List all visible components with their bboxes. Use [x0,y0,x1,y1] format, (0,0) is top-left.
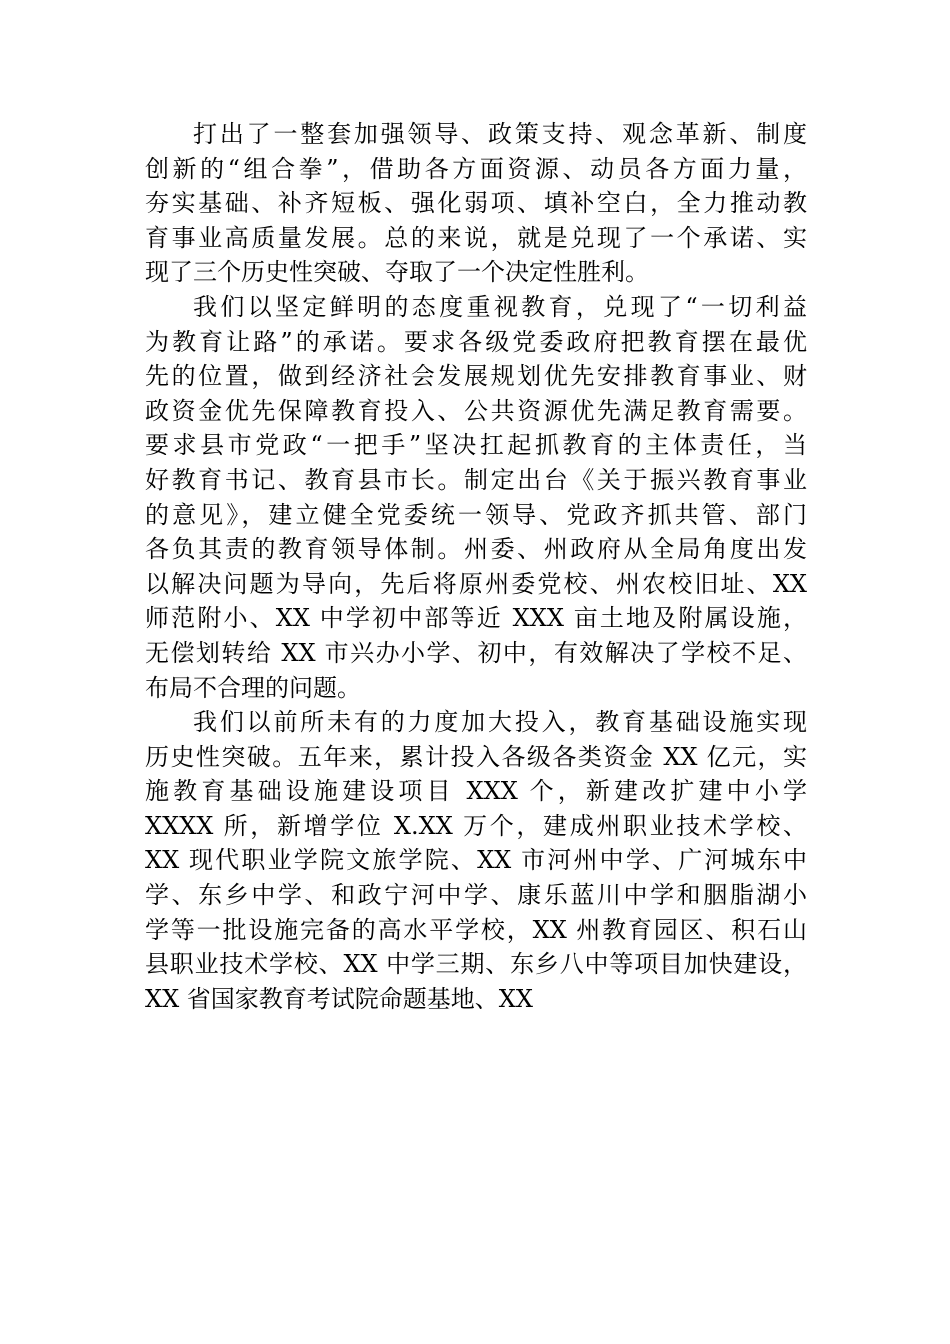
paragraph-line: 学、东乡中学、和政宁河中学、康乐蓝川中学和胭脂湖小 [145,881,807,910]
paragraph-line: 打出了一整套加强领导、政策支持、观念革新、制度 [193,120,807,148]
paragraph-3 [145,705,807,1016]
paragraph-line: 政资金优先保障教育投入、公共资源优先满足教育需要。 [145,396,807,425]
paragraph-line: 夯实基础、补齐短板、强化弱项、填补空白，全力推动教 [145,189,807,218]
paragraph-line: 历史性突破。五年来，累计投入各级各类资金 XX 亿元，实 [145,742,807,771]
paragraph-line: 的意见》，建立健全党委统一领导、党政齐抓共管、部门 [145,500,807,529]
paragraph-line: 师范附小、XX 中学初中部等近 XXX 亩土地及附属设施， [145,604,807,633]
paragraph-line: 无偿划转给 XX 市兴办小学、初中，有效解决了学校不足、 [145,638,807,667]
paragraph-line: 为教育让路”的承诺。要求各级党委政府把教育摆在最优 [145,327,807,356]
paragraph-line: 县职业技术学校、XX 中学三期、东乡八中等项目加快建设， [145,950,807,979]
paragraph-line: 育事业高质量发展。总的来说，就是兑现了一个承诺、实 [145,223,807,252]
paragraph-line: 要求县市党政“一把手”坚决扛起抓教育的主体责任，当 [145,431,807,460]
paragraph-line: 现了三个历史性突破、夺取了一个决定性胜利。 [145,258,649,287]
paragraph-1 [145,117,807,290]
paragraph-line: XX 现代职业学院文旅学院、XX 市河州中学、广河城东中 [145,846,807,875]
body-text [145,117,807,1016]
paragraph-line: 以解决问题为导向，先后将原州委党校、州农校旧址、XX [145,569,807,598]
paragraph-line: XX 省国家教育考试院命题基地、XX [145,984,533,1013]
paragraph-2 [145,290,807,705]
paragraph-line: 各负其责的教育领导体制。州委、州政府从全局角度出发 [145,535,807,564]
paragraph-line: 先的位置，做到经济社会发展规划优先安排教育事业、财 [145,362,807,391]
paragraph-line: 学等一批设施完备的高水平学校，XX 州教育园区、积石山 [145,915,807,944]
paragraph-line: XXXX 所，新增学位 X.XX 万个，建成州职业技术学校、 [145,811,807,840]
paragraph-line: 布局不合理的问题。 [145,673,361,702]
paragraph-line: 我们以坚定鲜明的态度重视教育，兑现了“一切利益 [193,292,807,321]
paragraph-line: 创新的“组合拳”，借助各方面资源、动员各方面力量， [145,154,807,183]
paragraph-line: 好教育书记、教育县市长。制定出台《关于振兴教育事业 [145,465,807,494]
paragraph-line: 我们以前所未有的力度加大投入，教育基础设施实现 [193,708,807,737]
paragraph-line: 施教育基础设施建设项目 XXX 个，新建改扩建中小学 [145,777,807,806]
